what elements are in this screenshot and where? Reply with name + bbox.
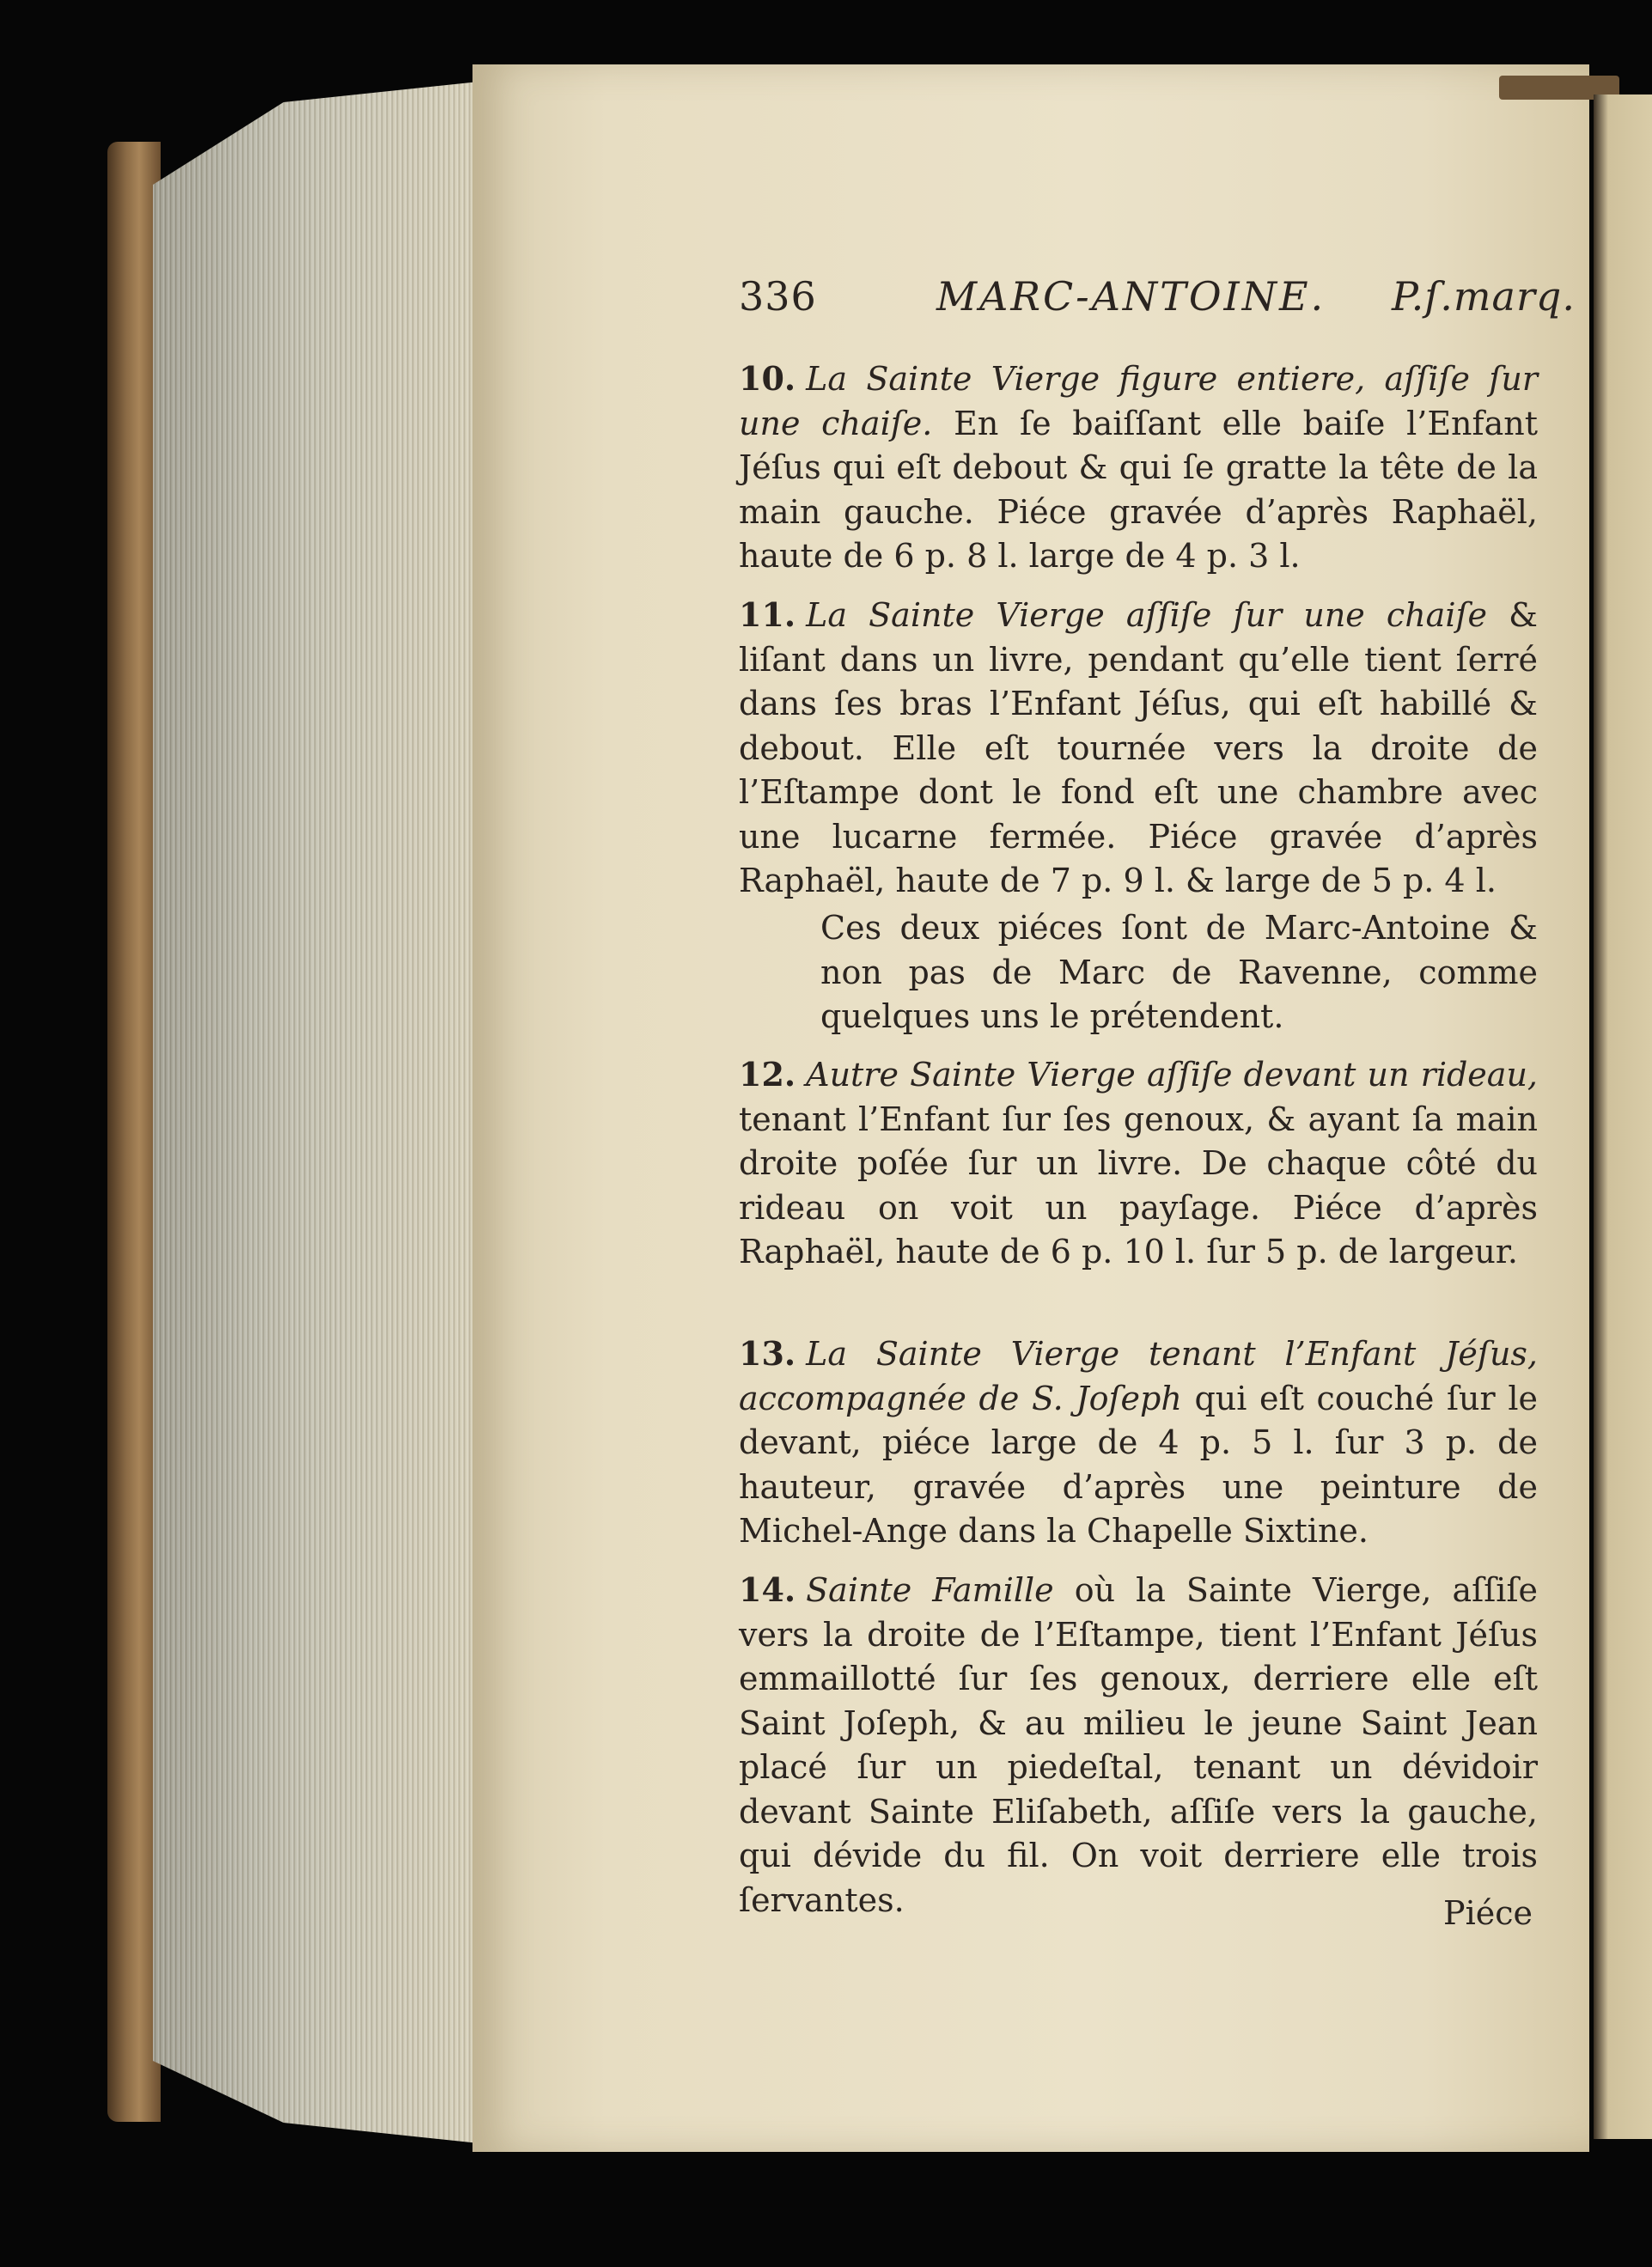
entry-title: Autre Sainte Vierge aſſiſe devant un rideau, [806,1056,1538,1094]
entry-number: 11. [739,595,796,634]
catalog-entry [739,593,1538,904]
entry-number: 14. [739,1570,796,1609]
entry-body: & liſant dans un livre, pendant qu’elle tient ſerré dans ſes bras l’Enfant Jéſus, qui eſt habillé & debout. Elle eſt tournée vers la droite de l’Eſtampe dont le fond eſt une chambre avec une lucarne fermée. Piéce gravée d’après Raphaël, haute de 7 p. 9 l. & large de 5 p. 4 l. [739,596,1538,899]
page-number: 336 [739,273,817,320]
entry-title: La Sainte Vierge aſſiſe ſur une chaiſe [806,596,1488,634]
running-title: MARC-ANTOINE. [936,273,1326,320]
running-abbrev: P.ſ.marq. [1392,273,1576,320]
entry-title: La Sainte Vierge figure entiere, aſſiſe ſur une chaiſe. [739,360,1538,442]
entry-number: 12. [739,1055,796,1094]
catalog-entry [739,1568,1538,1923]
catalog-entry [739,1332,1538,1554]
editorial-note [820,906,1538,1039]
entry-number: 13. [739,1334,796,1373]
entry-body: En ſe baiſſant elle baiſe l’Enfant Jéſus qui eſt debout & qui ſe gratte la tête de la main gauche. Piéce gravée d’après Raphaël, haute de 6 p. 8 l. large de 4 p. 3 l. [739,404,1538,575]
catalog-entry [739,357,1538,579]
entry-body: où la Sainte Vierge, aſſiſe vers la droite de l’Eſtampe, tient l’Enfant Jéſus emmaillotté ſur ſes genoux, derriere elle eſt Saint Joſeph, & au milieu le jeune Saint Jean placé ſur un piedeſtal, tenant un dévidoir devant Sainte Eliſabeth, aſſiſe vers la gauche, qui dévide du fil. On voit derriere elle trois ſervantes. [739,1571,1538,1919]
catalog-entry [739,1052,1538,1275]
book-cover-edge [107,142,161,2122]
facing-page-edge [1594,94,1652,2139]
entry-title: Sainte Famille [806,1571,1054,1609]
entry-number: 10. [739,359,796,398]
entry-title: La Sainte Vierge tenant l’Enfant Jéſus, accompagnée de S. Joſeph [739,1335,1538,1417]
entry-body: tenant l’Enfant ſur ſes genoux, & ayant ſa main droite poſée ſur un livre. De chaque côté du rideau on voit un payſage. Piéce d’après Raphaël, haute de 6 p. 10 l. ſur 5 p. de largeur. [739,1100,1538,1271]
entry-body: qui eſt couché ſur le devant, piéce large de 4 p. 5 l. ſur 3 p. de hauteur, gravée d’après une peinture de Michel-Ange dans la Chapelle Sixtine. [739,1379,1538,1550]
note-body: Ces deux piéces ſont de Marc-Antoine & non pas de Marc de Ravenne, comme quelques uns le prétendent. [820,909,1538,1035]
catchword: Piéce [1443,1894,1533,1932]
page-edges [153,82,479,2143]
